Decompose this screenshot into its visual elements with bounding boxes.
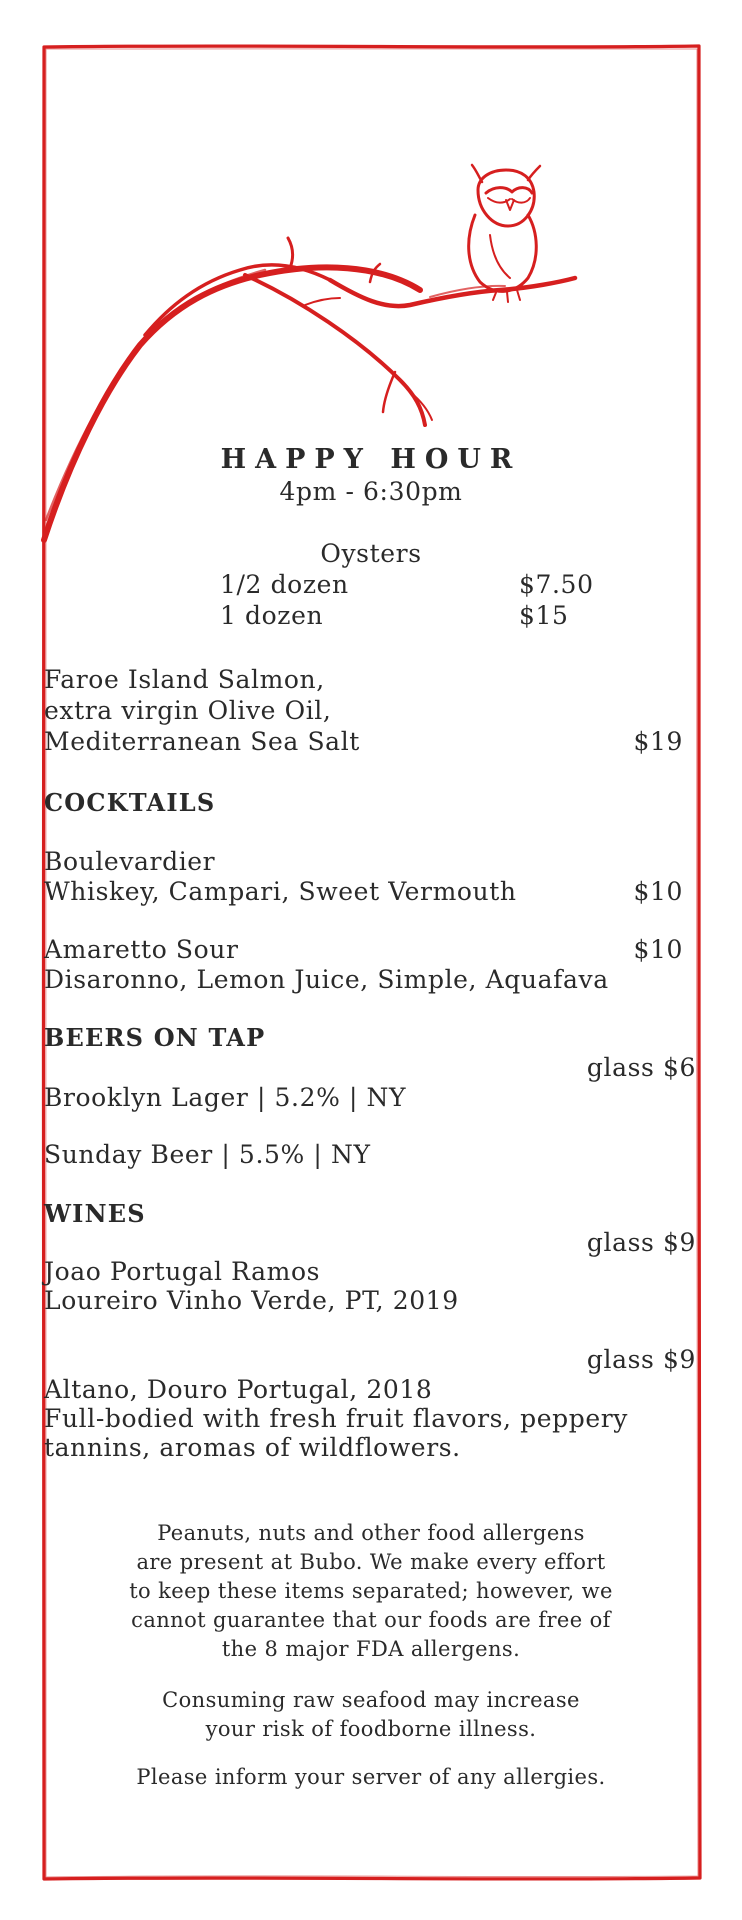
allergen-notice-line: to keep these items separated; however, we (129, 1579, 613, 1603)
page-title: HAPPY HOUR (220, 444, 522, 475)
wine-line: Full-bodied with fresh fruit flavors, peppery (44, 1404, 629, 1433)
beer-item: Brooklyn Lager | 5.2% | NY (44, 1083, 407, 1112)
oysters-half-dozen-label: 1/2 dozen (220, 570, 349, 599)
oysters-half-dozen-price: $7.50 (519, 570, 594, 599)
cocktail-name: Amaretto Sour (44, 935, 239, 964)
wine-line: Altano, Douro Portugal, 2018 (44, 1375, 433, 1404)
wine-price: glass $9 (586, 1228, 696, 1257)
wine-price: glass $9 (586, 1345, 696, 1374)
cocktail-price: $10 (633, 877, 683, 906)
allergen-notice-line: cannot guarantee that our foods are free of (131, 1608, 611, 1632)
allergen-notice-line: the 8 major FDA allergens. (221, 1637, 521, 1661)
cocktail-description: Disaronno, Lemon Juice, Simple, Aquafava (44, 965, 609, 994)
inform-server-notice: Please inform your server of any allergies. (136, 1765, 606, 1789)
wine-line: tannins, aromas of wildflowers. (44, 1433, 461, 1462)
oysters-heading: Oysters (320, 539, 422, 568)
oysters-dozen-label: 1 dozen (220, 601, 324, 630)
allergen-notice-line: Peanuts, nuts and other food allergens (157, 1521, 585, 1545)
salmon-line-3: Mediterranean Sea Salt (44, 727, 360, 756)
raw-seafood-notice-line: Consuming raw seafood may increase (162, 1688, 580, 1712)
cocktail-name: Boulevardier (44, 847, 216, 876)
salmon-line-2: extra virgin Olive Oil, (44, 696, 332, 725)
salmon-price: $19 (633, 727, 683, 756)
oysters-dozen-price: $15 (519, 601, 569, 630)
beer-price: glass $6 (586, 1053, 696, 1082)
wine-line: Loureiro Vinho Verde, PT, 2019 (44, 1286, 459, 1315)
wines-heading: WINES (44, 1199, 146, 1228)
raw-seafood-notice-line: your risk of foodborne illness. (205, 1717, 537, 1741)
beer-item: Sunday Beer | 5.5% | NY (44, 1140, 371, 1169)
beers-heading: BEERS ON TAP (44, 1023, 266, 1052)
cocktail-price: $10 (633, 935, 683, 964)
cocktail-description: Whiskey, Campari, Sweet Vermouth (44, 877, 517, 906)
salmon-line-1: Faroe Island Salmon, (44, 665, 325, 694)
allergen-notice-line: are present at Bubo. We make every effort (136, 1550, 606, 1574)
cocktails-heading: COCKTAILS (44, 788, 216, 817)
wine-line: Joao Portugal Ramos (44, 1257, 321, 1286)
happy-hour-time: 4pm - 6:30pm (279, 477, 463, 506)
